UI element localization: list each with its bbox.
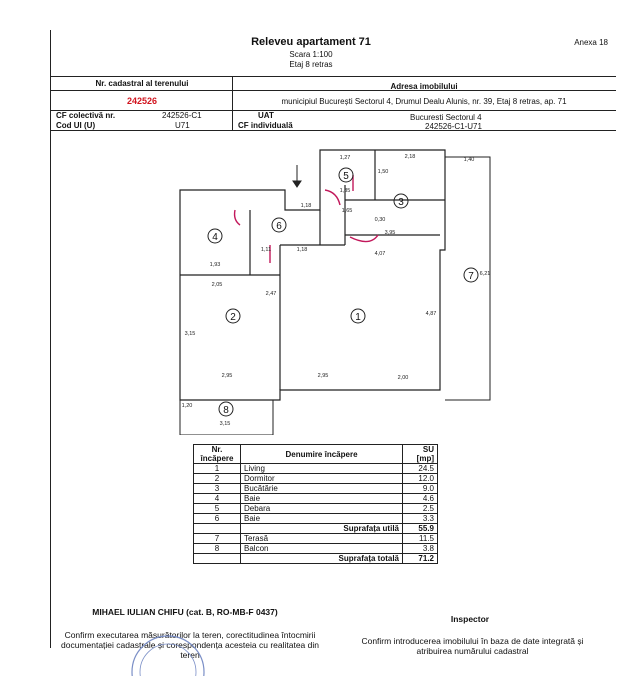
table-row: 8 Balcon 3.8 <box>194 544 438 554</box>
dimension-label: 1,50 <box>377 169 389 175</box>
table-row: 1 Living 24.5 <box>194 464 438 474</box>
room-4-label <box>208 229 222 243</box>
dimension-label: 1,11 <box>260 247 272 253</box>
room-8-label <box>219 402 233 416</box>
dimension-label: 4,07 <box>374 251 386 257</box>
table-row: 3 Bucătărie 9.0 <box>194 484 438 494</box>
dimension-label: 1,18 <box>300 203 312 209</box>
room-number: 7 <box>468 271 474 282</box>
dimension-label: 1,20 <box>181 403 193 409</box>
room-number: 4 <box>212 232 218 243</box>
cf-colectiva-label: CF colectivă nr. <box>56 111 116 120</box>
total-area-label: Suprafața totală <box>241 554 403 564</box>
table-row: 4 Baie 4.6 <box>194 494 438 504</box>
room-number: 2 <box>230 312 236 323</box>
table-header-name: Denumire încăpere <box>241 445 403 464</box>
room-number: 3 <box>398 197 404 208</box>
dimension-label: 1,35 <box>339 188 351 194</box>
dimension-label: 3,15 <box>184 331 196 337</box>
dimension-label: 3,95 <box>384 230 396 236</box>
dimension-label: 2,18 <box>404 154 416 160</box>
table-header-nr: Nr. încăpere <box>194 445 241 464</box>
surveyor-stamp <box>128 628 208 676</box>
dimension-label: 3,15 <box>219 421 231 427</box>
document-title: Releveu apartament 71 <box>251 36 371 48</box>
surveyor-statement: Confirm executarea măsurătorilor la teren, corectitudinea întocmirii documentației cadastrale și corespondența acesteia cu realitatea din teren <box>61 630 319 660</box>
surveyor-name: MIHAEL IULIAN CHIFU (cat. B, RO-MB-F 0437) <box>92 607 278 617</box>
rule <box>50 76 616 77</box>
room-1-label <box>351 309 365 323</box>
table-row: 6 Baie 3.3 <box>194 514 438 524</box>
total-area-value: 71.2 <box>403 554 438 564</box>
room-5-label <box>339 168 353 182</box>
rule <box>232 76 233 130</box>
floor-plan <box>175 145 505 435</box>
room-2-label <box>226 309 240 323</box>
dimension-label: 2,05 <box>211 282 223 288</box>
address-label: Adresa imobilului <box>390 82 458 91</box>
dimension-label: 1,65 <box>341 208 353 214</box>
dimension-label: 0,30 <box>374 217 386 223</box>
inspector-statement: Confirm introducerea imobilului în baza de date integrată și atribuirea numărului cadastral <box>361 636 584 656</box>
dimension-label: 1,40 <box>463 157 475 163</box>
room-7-label <box>464 268 478 282</box>
dimension-label: 6,21 <box>479 271 491 277</box>
dimension-label: 1,18 <box>296 247 308 253</box>
annex-label: Anexa 18 <box>574 38 608 47</box>
dimension-label: 4,87 <box>425 311 437 317</box>
cf-individuala-label: CF individuală <box>238 121 293 130</box>
total-area-row <box>194 554 438 564</box>
cod-ui-value: U71 <box>175 121 190 130</box>
dimension-label: 2,95 <box>317 373 329 379</box>
useful-area-row <box>194 524 438 534</box>
cadastral-nr-value: 242526 <box>126 96 158 106</box>
room-number: 8 <box>223 405 229 416</box>
useful-area-value: 55.9 <box>403 524 438 534</box>
useful-area-label: Suprafața utilă <box>241 524 403 534</box>
dimension-label: 1,93 <box>209 262 221 268</box>
room-number: 6 <box>276 221 282 232</box>
cf-individuala-value: 242526-C1-U71 <box>425 122 482 131</box>
rule <box>50 110 616 111</box>
rule <box>50 130 616 131</box>
address-value: municipiul București Sectorul 4, Drumul Dealu Alunis, nr. 39, Etaj 8 retras, ap. 71 <box>281 97 567 106</box>
dimension-label: 2,47 <box>265 291 277 297</box>
rooms-table <box>193 444 438 564</box>
cod-ui-label: Cod UI (U) <box>56 121 96 130</box>
table-row: 7 Terasă 11.5 <box>194 534 438 544</box>
cf-colectiva-value: 242526-C1 <box>162 111 202 120</box>
dimension-label: 2,95 <box>221 373 233 379</box>
dimension-label: 2,00 <box>397 375 409 381</box>
document-floor: Etaj 8 retras <box>289 60 333 69</box>
document-scale: Scara 1:100 <box>289 50 333 59</box>
dimension-label: 1,27 <box>339 155 351 161</box>
uat-label: UAT <box>258 111 274 120</box>
room-3-label <box>394 194 408 208</box>
cadastral-nr-label: Nr. cadastral al terenului <box>95 79 189 88</box>
table-header-su: SU [mp] <box>403 445 438 464</box>
table-row: 2 Dormitor 12.0 <box>194 474 438 484</box>
uat-value: Bucuresti Sectorul 4 <box>410 113 482 122</box>
room-number: 1 <box>355 312 361 323</box>
table-row: 5 Debara 2.5 <box>194 504 438 514</box>
inspector-label: Inspector <box>450 614 490 624</box>
room-6-label <box>272 218 286 232</box>
room-number: 5 <box>343 171 349 182</box>
